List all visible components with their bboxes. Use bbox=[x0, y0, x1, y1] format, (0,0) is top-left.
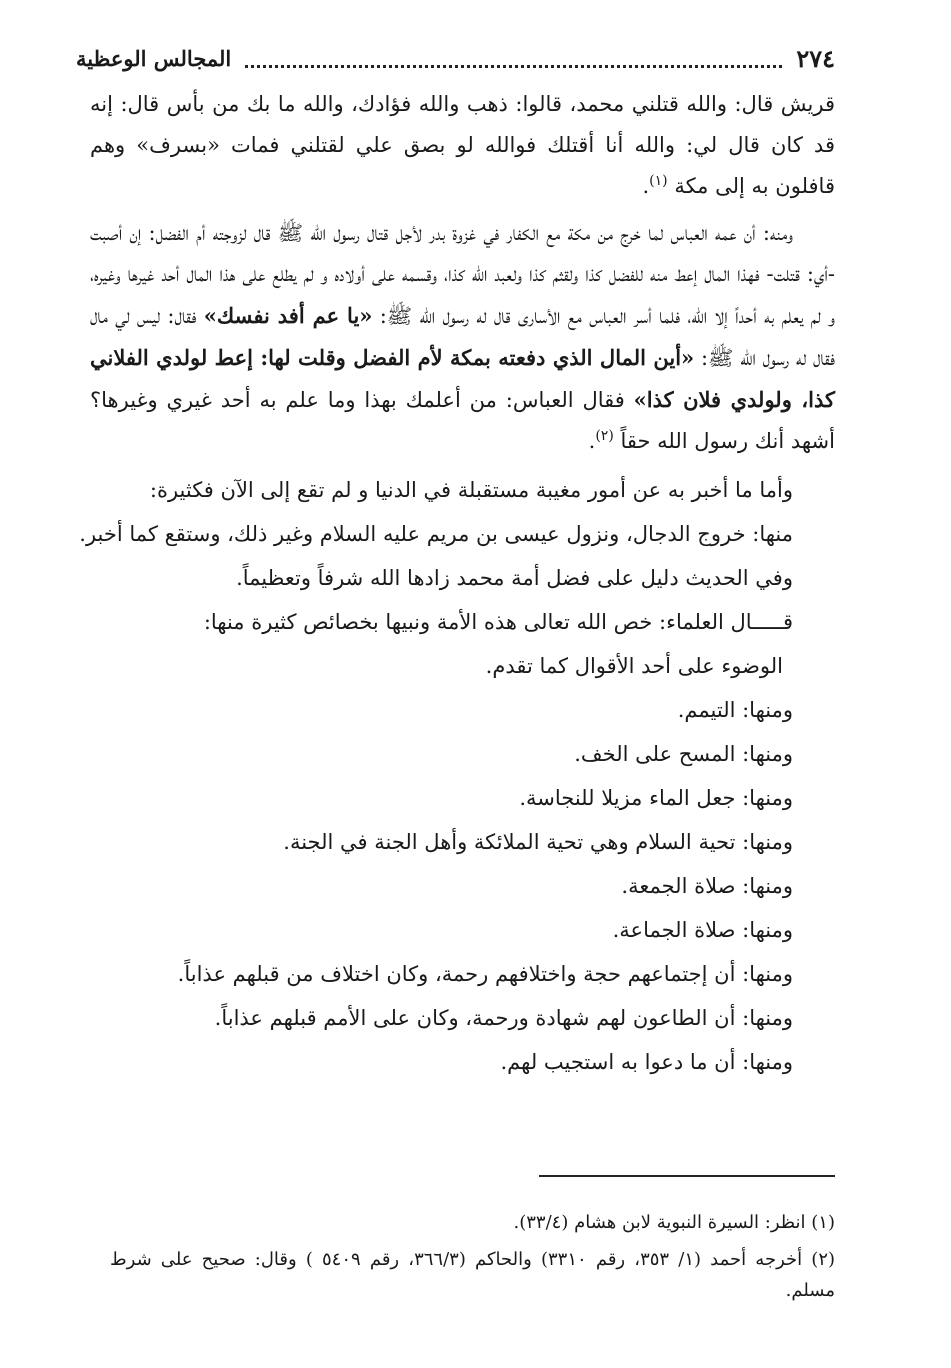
paragraph bbox=[90, 213, 835, 462]
text-line: وأما ما أخبر به عن أمور مغيبة مستقبلة في الدنيا و لم تقع إلى الآن فكثيرة: bbox=[149, 478, 793, 502]
text-lines bbox=[79, 468, 835, 1084]
footnote: (١) انظر: السيرة النبوية لابن هشام (٣٣/٤). bbox=[513, 1212, 835, 1233]
footnotes bbox=[110, 1207, 835, 1306]
paragraph-text: ومنه: أن عمه العباس لما خرج من مكة مع الكفار في غزوة بدر لأجل قتال رسول الله ﷺ قال لزوجته أم الفضل: إن أصبت -أي: قتلت- فهذا المال إعط منه للفضل كذا ولقثم كذا ولعبد الله كذا، وقسمه على أولاده و لم يطلع على هذا المال أحد غيرها وغيره، و لم يعلم به أحداً إلا الله، فلما أسر العباس مع الأسارى قال له رسول الله ﷺ: bbox=[90, 221, 836, 328]
footnote: (٢) أخرجه أحمد (١/ ٣٥٣، رقم ٣٣١٠) والحاكم (٣٦٦/٣، رقم ٥٤٠٩ ) وقال: صحيح على شرط مسلم. bbox=[110, 1249, 836, 1301]
list-item: ومنها: أن الطاعون لهم شهادة ورحمة، وكان على الأمم قبلهم عذاباً. bbox=[214, 1006, 793, 1030]
list-item: ومنها: التيمم. bbox=[677, 698, 793, 722]
list-item: ومنها: المسح على الخف. bbox=[574, 742, 793, 766]
text-line: قـــــال العلماء: خص الله تعالى هذه الأمة ونبيها بخصائص كثيرة منها: bbox=[203, 610, 793, 634]
footnote-ref: (٢) bbox=[595, 428, 614, 444]
hadith-quote: «أين المال الذي دفعته بمكة لأم الفضل وقلت لها: إعط لولدي الفلاني كذا، ولولدي فلان كذا» bbox=[90, 345, 835, 412]
paragraph-text: فقال العباس: من أعلمك بهذا وما علم به أحد غيري وغيرها؟ أشهد أنك رسول الله حقاً bbox=[90, 388, 835, 453]
text-line: منها: خروج الدجال، ونزول عيسى بن مريم عليه السلام وغير ذلك، وستقع كما أخبر. bbox=[79, 522, 793, 546]
header-dotted-leader bbox=[245, 65, 782, 68]
list-item: ومنها: تحية السلام وهي تحية الملائكة وأهل الجنة في الجنة. bbox=[283, 830, 793, 854]
text-line: وفي الحديث دليل على فضل أمة محمد زادها الله شرفاً وتعظيماً. bbox=[236, 566, 793, 590]
list-item: ومنها: أن إجتماعهم حجة واختلافهم رحمة، وكان اختلاف من قبلهم عذاباً. bbox=[177, 962, 793, 986]
page-number: ٢٧٤ bbox=[796, 43, 835, 73]
list-item: ومنها: صلاة الجماعة. bbox=[612, 918, 793, 942]
paragraph-end: . bbox=[588, 429, 596, 453]
footnote-ref: (١) bbox=[649, 173, 668, 189]
paragraph-end: . bbox=[642, 174, 650, 198]
list-item: ومنها: أن ما دعوا به استجيب لهم. bbox=[500, 1050, 793, 1074]
main-text bbox=[79, 84, 836, 1084]
list-item: الوضوء على أحد الأقوال كما تقدم. bbox=[485, 654, 783, 678]
paragraph-text: فقال: ليس لي مال فقال له رسول الله ﷺ: bbox=[90, 304, 835, 370]
page-header bbox=[76, 38, 835, 78]
footnote-separator bbox=[539, 1175, 835, 1177]
paragraph bbox=[90, 84, 835, 207]
hadith-quote: «يا عم أفد نفسك» bbox=[203, 303, 373, 328]
list-item: ومنها: جعل الماء مزيلا للنجاسة. bbox=[519, 786, 793, 810]
paragraph-text: قريش قال: والله قتلني محمد، قالوا: ذهب والله فؤادك، والله ما بك من بأس قال: إنه قد كان قال لي: والله أنا أقتلك فوالله لو بصق علي لقتلني فمات «بسرف» وهم قافلون به إلى مكة bbox=[90, 92, 835, 198]
running-title: المجالس الوعظية bbox=[76, 45, 232, 71]
list-item: ومنها: صلاة الجمعة. bbox=[621, 874, 793, 898]
